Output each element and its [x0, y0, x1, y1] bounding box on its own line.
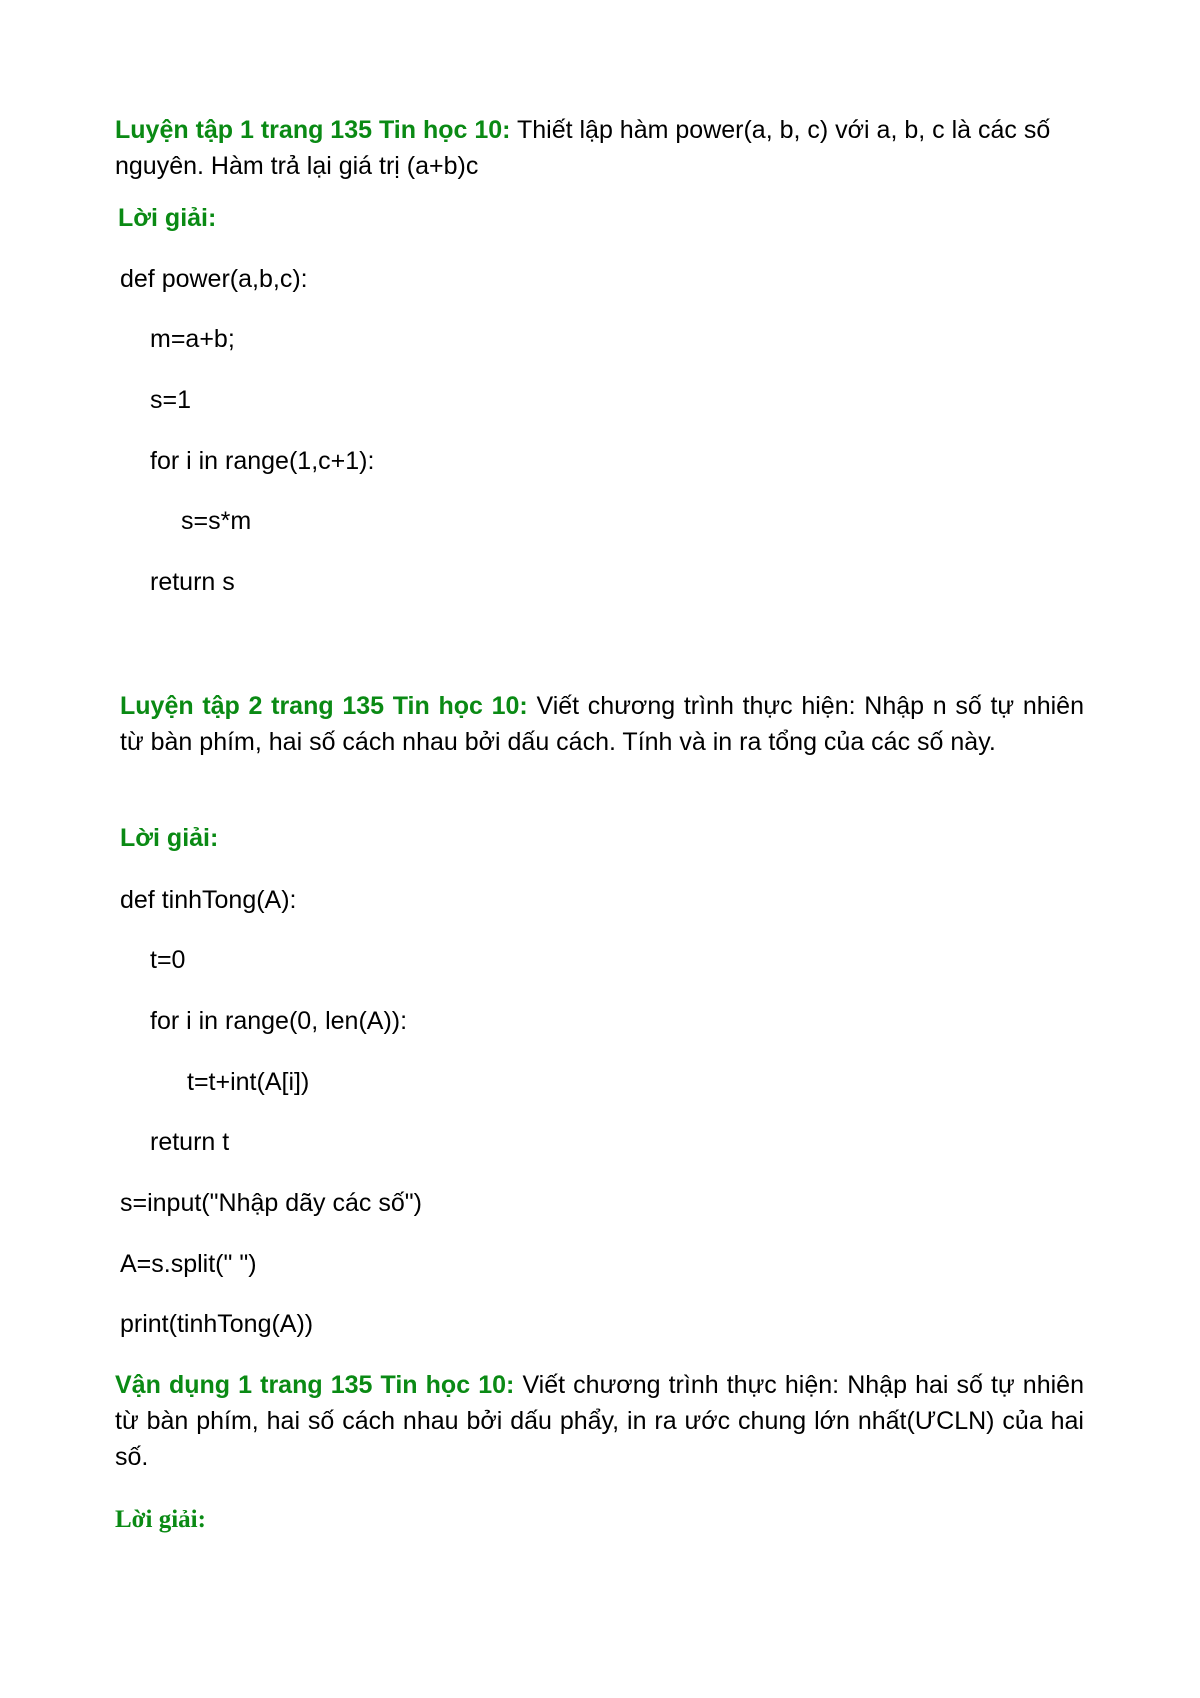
exercise-2-code-line: return t — [150, 1128, 230, 1156]
exercise-3-solution-label: Lời giải: — [115, 1506, 206, 1533]
exercise-2-code-line: print(tinhTong(A)) — [120, 1310, 314, 1338]
exercise-1-paragraph — [115, 112, 1065, 184]
exercise-1-solution-label: Lời giải: — [118, 204, 217, 232]
exercise-2-code-line: for i in range(0, len(A)): — [150, 1007, 408, 1035]
exercise-2-code-line: t=t+int(A[i]) — [187, 1068, 310, 1096]
exercise-1-code-line: s=s*m — [181, 507, 252, 535]
exercise-1-code-line: m=a+b; — [150, 325, 235, 353]
exercise-1-code-line: return s — [150, 568, 235, 596]
exercise-2-paragraph — [120, 688, 1084, 760]
exercise-2-solution-label: Lời giải: — [120, 824, 219, 852]
exercise-1-code-line: s=1 — [150, 386, 192, 414]
exercise-2-heading: Luyện tập 2 trang 135 Tin học 10: — [120, 692, 528, 720]
exercise-2-question: Viết chương trình thực hiện: Nhập n số tự nhiên từ bàn phím, hai số cách nhau bởi dấu cách. Tính và in ra tổng của các số này. — [120, 692, 1084, 756]
exercise-3-heading: Vận dụng 1 trang 135 Tin học 10: — [115, 1371, 515, 1399]
exercise-3-paragraph — [115, 1367, 1084, 1475]
exercise-2-code-line: A=s.split(" ") — [120, 1250, 257, 1278]
exercise-3-question: Viết chương trình thực hiện: Nhập hai số tự nhiên từ bàn phím, hai số cách nhau bởi dấu phẩy, in ra ước chung lớn nhất(ƯCLN) của hai số. — [115, 1371, 1084, 1471]
exercise-1-heading: Luyện tập 1 trang 135 Tin học 10: — [115, 116, 511, 144]
exercise-2-code-line: t=0 — [150, 946, 186, 974]
exercise-1-code-line: def power(a,b,c): — [120, 265, 308, 293]
exercise-1-question: Thiết lập hàm power(a, b, c) với a, b, c là các số nguyên. Hàm trả lại giá trị (a+b)c — [115, 116, 1051, 180]
exercise-2-code-line: s=input("Nhập dãy các số") — [120, 1189, 422, 1217]
exercise-2-code-line: def tinhTong(A): — [120, 886, 297, 914]
exercise-1-code-line: for i in range(1,c+1): — [150, 447, 375, 475]
